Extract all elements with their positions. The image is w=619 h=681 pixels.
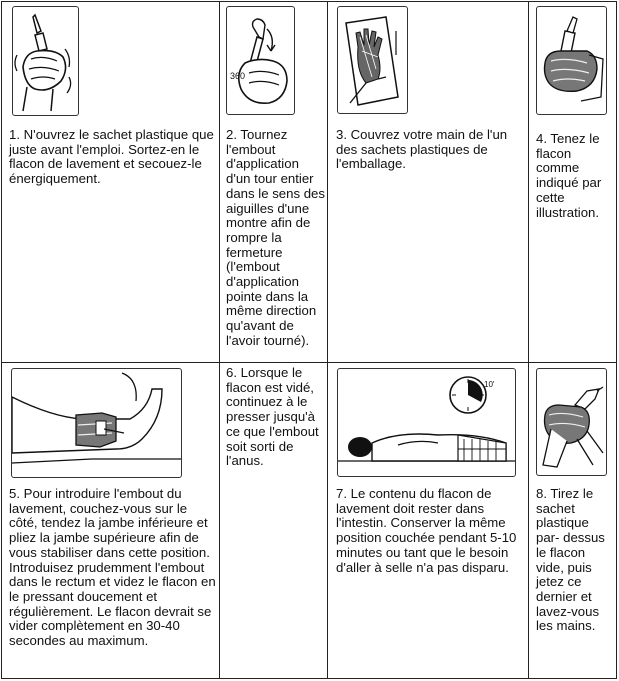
- step-5-text: 5. Pour introduire l'embout du lavement, couchez-vous sur le côté, tendez la jambe inférieure et pliez la jambe supérieure afin de vous stabiliser dans cette position. Introduisez prudemment l'embout dans le rectum et videz le flacon en le pressant doucement et régulièrement. Le flacon devrait se vider complètement en 30-40 secondes au maximum.: [9, 486, 216, 649]
- step-2-text: 2. Tournez l'embout d'application d'un tour entier dans le sens des aiguilles d'une montre afin de rompre la fermeture (l'embout d'application pointe dans la même direction qu'avant de l'avoir tourné).: [226, 127, 325, 348]
- hand-in-plastic-bag-icon: [337, 6, 408, 114]
- hand-shaking-bottle-icon: [12, 6, 79, 116]
- step-7-text: 7. Le contenu du flacon de lavement doit rester dans l'intestin. Conserver la même position couchée pendant 5-10 minutes ou tant que le besoin d'aller à selle n'a pas disparu.: [336, 486, 517, 575]
- step-6-cell: [220, 363, 328, 678]
- step-3-text: 3. Couvrez votre main de l'un des sachets plastiques de l'emballage.: [336, 127, 508, 172]
- hold-bottle-icon: [536, 6, 607, 115]
- step-4-cell: [529, 2, 616, 362]
- insert-tip-icon: [11, 368, 182, 478]
- twist-cap-icon: [226, 6, 295, 115]
- step-4-text: 4. Tenez le flacon comme indiqué par cette illustration.: [536, 131, 602, 220]
- table-row: [1, 362, 617, 679]
- step-1-cell: [2, 2, 220, 362]
- svg-text:10': 10': [484, 380, 495, 389]
- svg-text:360: 360: [230, 71, 246, 81]
- step-2-cell: [220, 2, 328, 362]
- step-5-cell: [2, 363, 220, 678]
- step-7-cell: [328, 363, 529, 678]
- table-row: [1, 1, 617, 363]
- instructions-table: [1, 1, 617, 679]
- lying-person-timer-icon: [337, 368, 516, 477]
- step-6-text: 6. Lorsque le flacon est vidé, continuez à le presser jusqu'à ce que l'embout soit sorti de l'anus.: [226, 365, 319, 469]
- step-1-text: 1. N'ouvrez le sachet plastique que juste avant l'emploi. Sortez-en le flacon de lavement et secouez-le énergiquement.: [9, 127, 214, 187]
- remove-bag-icon: [536, 368, 607, 476]
- step-3-cell: [328, 2, 529, 362]
- step-8-cell: [529, 363, 616, 678]
- step-8-text: 8. Tirez le sachet plastique par- dessus le flacon vide, puis jetez ce dernier et lavez-vous les mains.: [536, 486, 605, 634]
